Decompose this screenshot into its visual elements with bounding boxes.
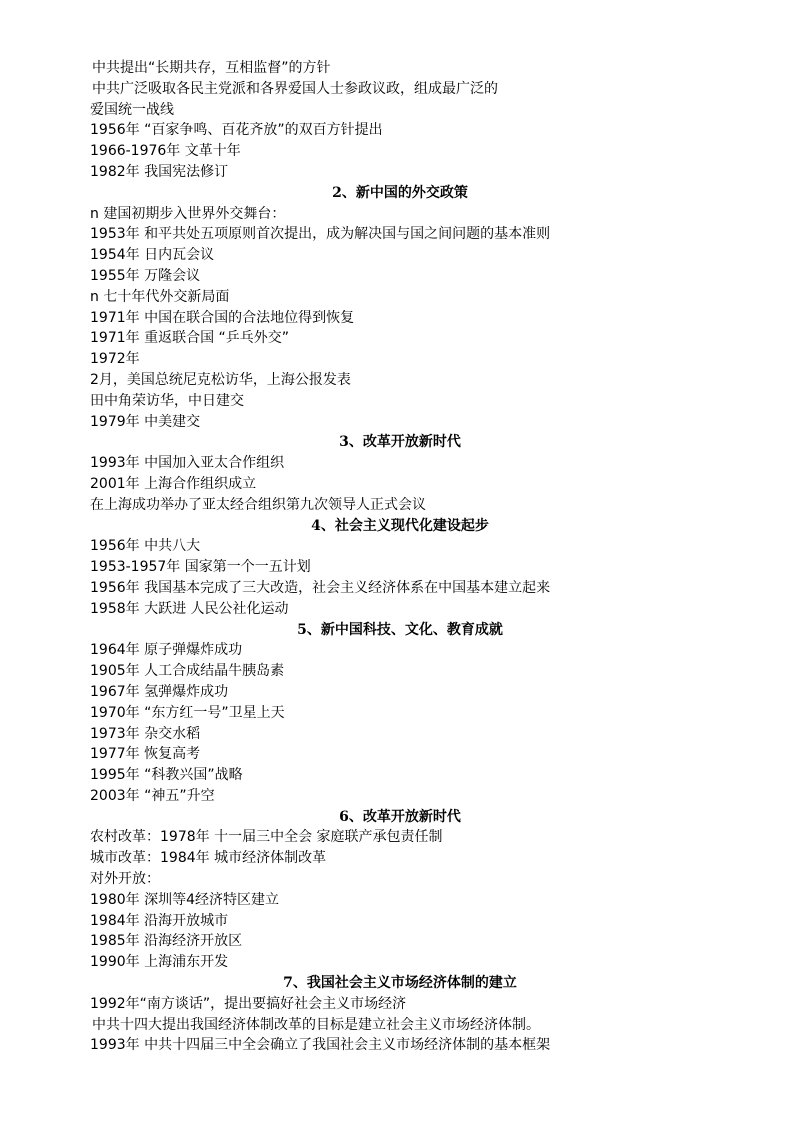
text-line: 1971年 中国在联合国的合法地位得到恢复: [90, 309, 355, 326]
text-line: 1953-1957年 国家第一个一五计划: [90, 559, 311, 576]
text-line: 农村改革：1978年 十一届三中全会 家庭联产承包责任制: [90, 829, 443, 846]
text-line: 中共提出“长期共存，互相监督”的方针: [92, 60, 331, 76]
text-line: 中共广泛吸取各民主党派和各界爱国人士参政议政，组成最广泛的: [92, 80, 498, 97]
text-line: 1905年 人工合成结晶牛胰岛素: [90, 663, 285, 680]
text-line: 1990年 上海浦东开发: [90, 954, 229, 971]
text-line: 1973年 杂交水稻: [90, 725, 201, 742]
text-line: 1993年 中国加入亚太合作组织: [90, 455, 285, 472]
text-line: 1995年 “科教兴国”战略: [90, 767, 243, 784]
section-heading: 6、改革开放新时代: [339, 808, 461, 825]
text-line: 1966-1976年 文革十年: [90, 143, 241, 160]
text-line: 1970年 “东方红一号”卫星上天: [90, 704, 285, 721]
text-line: 1954年 日内瓦会议: [90, 247, 215, 264]
text-line: 1956年 我国基本完成了三大改造，社会主义经济体系在中国基本建立起来: [90, 579, 551, 596]
text-line: n 七十年代外交新局面: [90, 288, 230, 305]
text-line: 2003年 “神五”升空: [90, 787, 215, 804]
text-line: 1982年 我国宪法修订: [90, 163, 229, 180]
text-line: 在上海成功举办了亚太经合组织第九次领导人正式会议: [90, 496, 426, 513]
text-line: 1956年 “百家争鸣、百花齐放”的双百方针提出: [90, 122, 383, 139]
text-line: 1958年 大跃进 人民公社化运动: [90, 600, 289, 617]
text-line: n 建国初期步入世界外交舞台：: [90, 205, 286, 222]
text-line: 1972年: [90, 351, 140, 368]
text-line: 1984年 沿海开放城市: [90, 912, 229, 929]
text-line: 1992年“南方谈话”，提出要搞好社会主义市场经济: [90, 995, 407, 1012]
section-heading: 4、社会主义现代化建设起步: [311, 517, 489, 534]
text-line: 1985年 沿海经济开放区: [90, 933, 243, 950]
text-line: 城市改革：1984年 城市经济体制改革: [90, 850, 327, 867]
section-heading: 2、新中国的外交政策: [332, 184, 468, 201]
document-body: [90, 58, 710, 1056]
text-line: 2001年 上海合作组织成立: [90, 475, 257, 492]
section-heading: 3、改革开放新时代: [339, 434, 461, 451]
text-line: 1977年 恢复高考: [90, 746, 201, 763]
text-line: 对外开放：: [90, 871, 160, 888]
text-line: 爱国统一战线: [90, 101, 174, 118]
text-line: 1956年 中共八大: [90, 538, 201, 555]
section-heading: 7、我国社会主义市场经济体制的建立: [283, 975, 517, 992]
text-line: 1980年 深圳等4经济特区建立: [90, 891, 279, 908]
text-line: 1964年 原子弹爆炸成功: [90, 642, 243, 659]
text-line: 2月，美国总统尼克松访华，上海公报发表: [90, 371, 351, 388]
text-line: 中共十四大提出我国经济体制改革的目标是建立社会主义市场经济体制。: [92, 1016, 540, 1033]
text-line: 田中角荣访华，中日建交: [90, 392, 244, 409]
text-line: 1953年 和平共处五项原则首次提出，成为解决国与国之间问题的基本准则: [90, 226, 551, 243]
text-line: 1993年 中共十四届三中全会确立了我国社会主义市场经济体制的基本框架: [90, 1037, 551, 1054]
text-line: 1955年 万隆会议: [90, 267, 201, 284]
text-line: 1971年 重返联合国 “乒乓外交”: [90, 330, 290, 347]
text-line: 1967年 氢弹爆炸成功: [90, 683, 229, 700]
text-line: 1979年 中美建交: [90, 413, 201, 430]
section-heading: 5、新中国科技、文化、教育成就: [297, 621, 503, 638]
